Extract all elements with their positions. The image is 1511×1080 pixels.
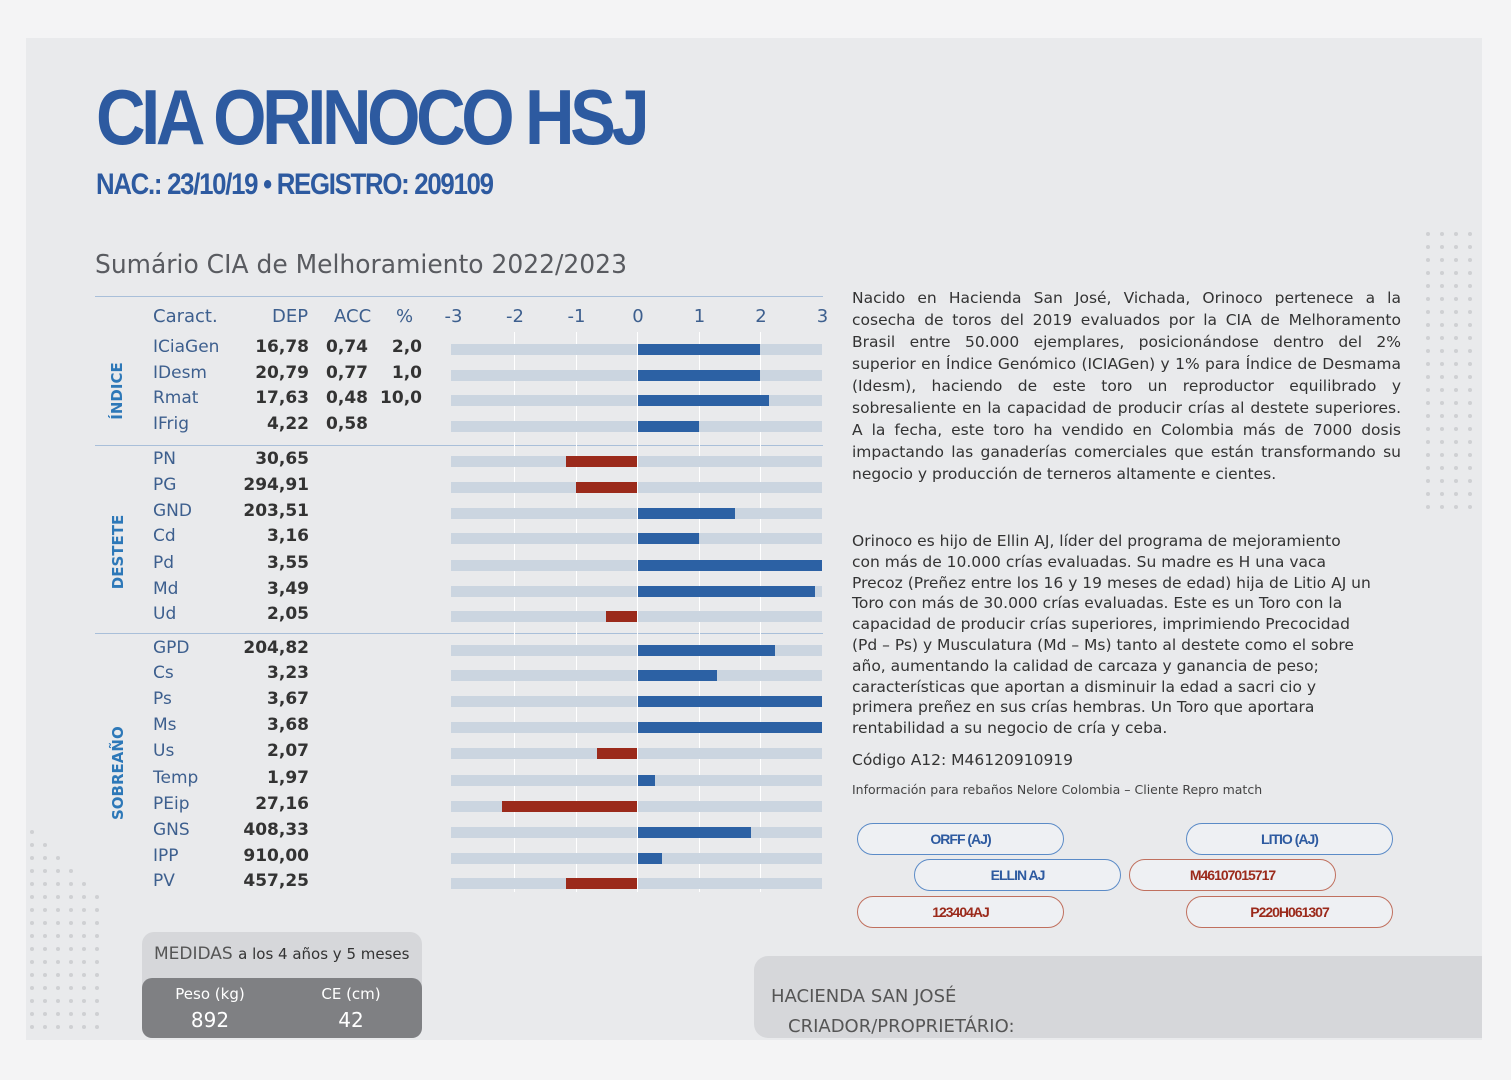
group-divider: [95, 633, 823, 634]
group-label-indice: ÍNDICE: [108, 362, 126, 420]
trait-name: ICiaGen: [153, 337, 220, 357]
dep-value: 3,49: [267, 579, 309, 599]
trait-name: Us: [153, 741, 175, 761]
dep-value: 3,68: [267, 715, 309, 735]
description-paragraph-1: Nacido en Hacienda San José, Vichada, Orinoco pertenece a la cosecha de toros del 2019 evaluados por la CIA de Melhoramento Brasil entre 50.000 ejemplares, posicionándose dentro del 2% superior en Índice Genómico (ICIAGen) y 1% para Índice de Desmama (Idesm), haciendo de este toro un reproductor equilibrado y sobresaliente en la capacidad de producir crías al destete superiores. A la fecha, este toro ha vendido en Colombia más de 7000 dosis impactando las ganaderías comerciales que están transformando su negocio y producción de terneros altamente e cientes.: [852, 289, 1401, 483]
acc-value: 0,48: [326, 388, 368, 408]
dep-bar-pd: [637, 560, 822, 571]
trait-name: Rmat: [153, 388, 199, 408]
trait-name: Cd: [153, 526, 176, 546]
a12-code: Código A12: M46120910919: [852, 751, 1074, 769]
percentile-value: 2,0: [391, 337, 422, 357]
percentile-value: 1,0: [391, 363, 422, 383]
pedigree-p220: P220H061307: [1186, 896, 1393, 928]
trait-name: Md: [153, 579, 179, 599]
bull-name: CIA ORINOCO HSJ: [96, 73, 646, 161]
dep-bar-iciagen: [637, 344, 760, 355]
dep-value: 17,63: [255, 388, 309, 408]
peso-label: Peso (kg): [175, 985, 245, 1003]
info-note: Información para rebaños Nelore Colombia – Cliente Repro match: [852, 782, 1263, 797]
owner-text: [771, 986, 1015, 1037]
dep-bar-gnd: [637, 508, 735, 519]
dep-value: 27,16: [255, 794, 309, 814]
peso-value: 892: [190, 1008, 230, 1032]
dep-value: 2,07: [267, 741, 309, 761]
dep-bar-cd: [637, 533, 699, 544]
dep-bar-ps: [637, 696, 822, 707]
dep-bar-rmat: [637, 395, 769, 406]
trait-name: Temp: [153, 768, 199, 788]
dep-bar-ms: [637, 722, 822, 733]
dep-bar-ud: [606, 611, 637, 622]
trait-name: Cs: [153, 663, 174, 683]
acc-value: 0,77: [326, 363, 368, 383]
pedigree-m461: M46107015717: [1129, 859, 1336, 891]
trait-name: PV: [153, 871, 175, 891]
owner-name: HACIENDA SAN JOSÉ: [771, 986, 957, 1007]
dep-bar-peip: [502, 801, 637, 812]
x-tick-label: 3: [816, 306, 829, 327]
group-label-destete: DESTETE: [109, 514, 127, 590]
dep-bar-pg: [576, 482, 638, 493]
birth-registry: NAC.: 23/10/19 • REGISTRO: 209109: [96, 168, 493, 201]
dep-value: 3,55: [267, 553, 309, 573]
medidas-label: MEDIDAS: [154, 944, 233, 964]
zero-line: [637, 332, 638, 892]
percentile-value: 10,0: [380, 388, 422, 408]
trait-name: GNS: [153, 820, 190, 840]
header-pct: %: [396, 306, 414, 327]
dep-value: 294,91: [243, 475, 309, 495]
dep-value: 3,16: [267, 526, 309, 546]
trait-name: PN: [153, 449, 176, 469]
trait-name: Ud: [153, 604, 177, 624]
dep-bar-ifrig: [637, 421, 699, 432]
ce-label: CE (cm): [321, 985, 381, 1003]
ce-value: 42: [338, 1008, 364, 1032]
dep-value: 2,05: [267, 604, 309, 624]
x-tick-label: -1: [567, 306, 586, 327]
dep-value: 20,79: [255, 363, 309, 383]
trait-name: Pd: [153, 553, 175, 573]
pedigree-litio: LITIO (AJ): [1186, 823, 1393, 855]
dep-bar-temp: [637, 775, 655, 786]
pedigree-orff: ORFF (AJ): [857, 823, 1064, 855]
pedigree-ellin: ELLIN AJ: [914, 859, 1121, 891]
x-tick-label: 1: [693, 306, 706, 327]
summary-title: Sumário CIA de Melhoramiento 2022/2023: [95, 250, 627, 280]
dep-value: 3,23: [267, 663, 309, 683]
dep-value: 457,25: [243, 871, 309, 891]
trait-name: PG: [153, 475, 177, 495]
dep-bar-ipp: [637, 853, 662, 864]
x-tick-label: 2: [755, 306, 767, 327]
dep-bar-gpd: [637, 645, 775, 656]
trait-name: GPD: [153, 638, 190, 658]
dep-value: 204,82: [243, 638, 309, 658]
dep-bar-md: [637, 586, 815, 597]
dep-value: 910,00: [243, 846, 309, 866]
trait-name: IDesm: [153, 363, 207, 383]
group-divider: [95, 445, 823, 446]
dep-bar-pn: [566, 456, 637, 467]
table-top-rule: [95, 296, 823, 297]
dep-bar-idesm: [637, 370, 760, 381]
medidas-title: [154, 944, 409, 964]
trait-name: Ms: [153, 715, 177, 735]
dep-bar-gns: [637, 827, 751, 838]
trait-name: Ps: [153, 689, 172, 709]
dep-value: 408,33: [243, 820, 309, 840]
dep-value: 203,51: [243, 501, 309, 521]
header-dep: DEP: [272, 306, 309, 327]
owner-box: [754, 956, 1482, 1038]
trait-name: IPP: [153, 846, 179, 866]
header-caract: Caract.: [153, 306, 218, 327]
trait-name: PEip: [153, 794, 190, 814]
dep-bar-us: [597, 748, 637, 759]
trait-name: IFrig: [153, 414, 190, 434]
medidas-age: a los 4 años y 5 meses: [238, 945, 410, 963]
group-label-sobreano: SOBREAÑO: [109, 726, 127, 820]
description-paragraph-2: Orinoco es hijo de Ellin AJ, líder del programa de mejoramiento con más de 10.000 crías evaluadas. Su madre es H una vaca Precoz (Preñez entre los 16 y 19 meses de edad) hija de Litio AJ un Toro con más de 30.000 crías evaluadas. Este es un Toro con la capacidad de producir crías superiores, imprimiendo Precocidad (Pd – Ps) y Musculatura (Md – Ms) tanto al destete como el sobre año, aumentando la calidad de carcaza y ganancia de peso; características que aportan a disminuir la edad a sacri cio y primera preñez en sus crías hembras. Un Toro que aportara rentabilidad a su negocio de cría y ceba.: [852, 532, 1371, 738]
x-tick-label: 0: [632, 306, 644, 327]
trait-name: GND: [153, 501, 192, 521]
header-acc: ACC: [334, 306, 372, 327]
dep-bar-cs: [637, 670, 717, 681]
acc-value: 0,74: [326, 337, 368, 357]
x-tick-label: -3: [444, 306, 463, 327]
pedigree-123404: 123404AJ: [857, 896, 1064, 928]
owner-label: CRIADOR/PROPRIETÁRIO:: [788, 1016, 1015, 1037]
dep-value: 16,78: [255, 337, 309, 357]
dep-value: 30,65: [255, 449, 309, 469]
x-tick-label: -2: [506, 306, 524, 327]
dep-value: 3,67: [267, 689, 309, 709]
dep-value: 1,97: [267, 768, 309, 788]
dep-value: 4,22: [267, 414, 309, 434]
dep-bar-pv: [566, 878, 637, 889]
acc-value: 0,58: [326, 414, 368, 434]
